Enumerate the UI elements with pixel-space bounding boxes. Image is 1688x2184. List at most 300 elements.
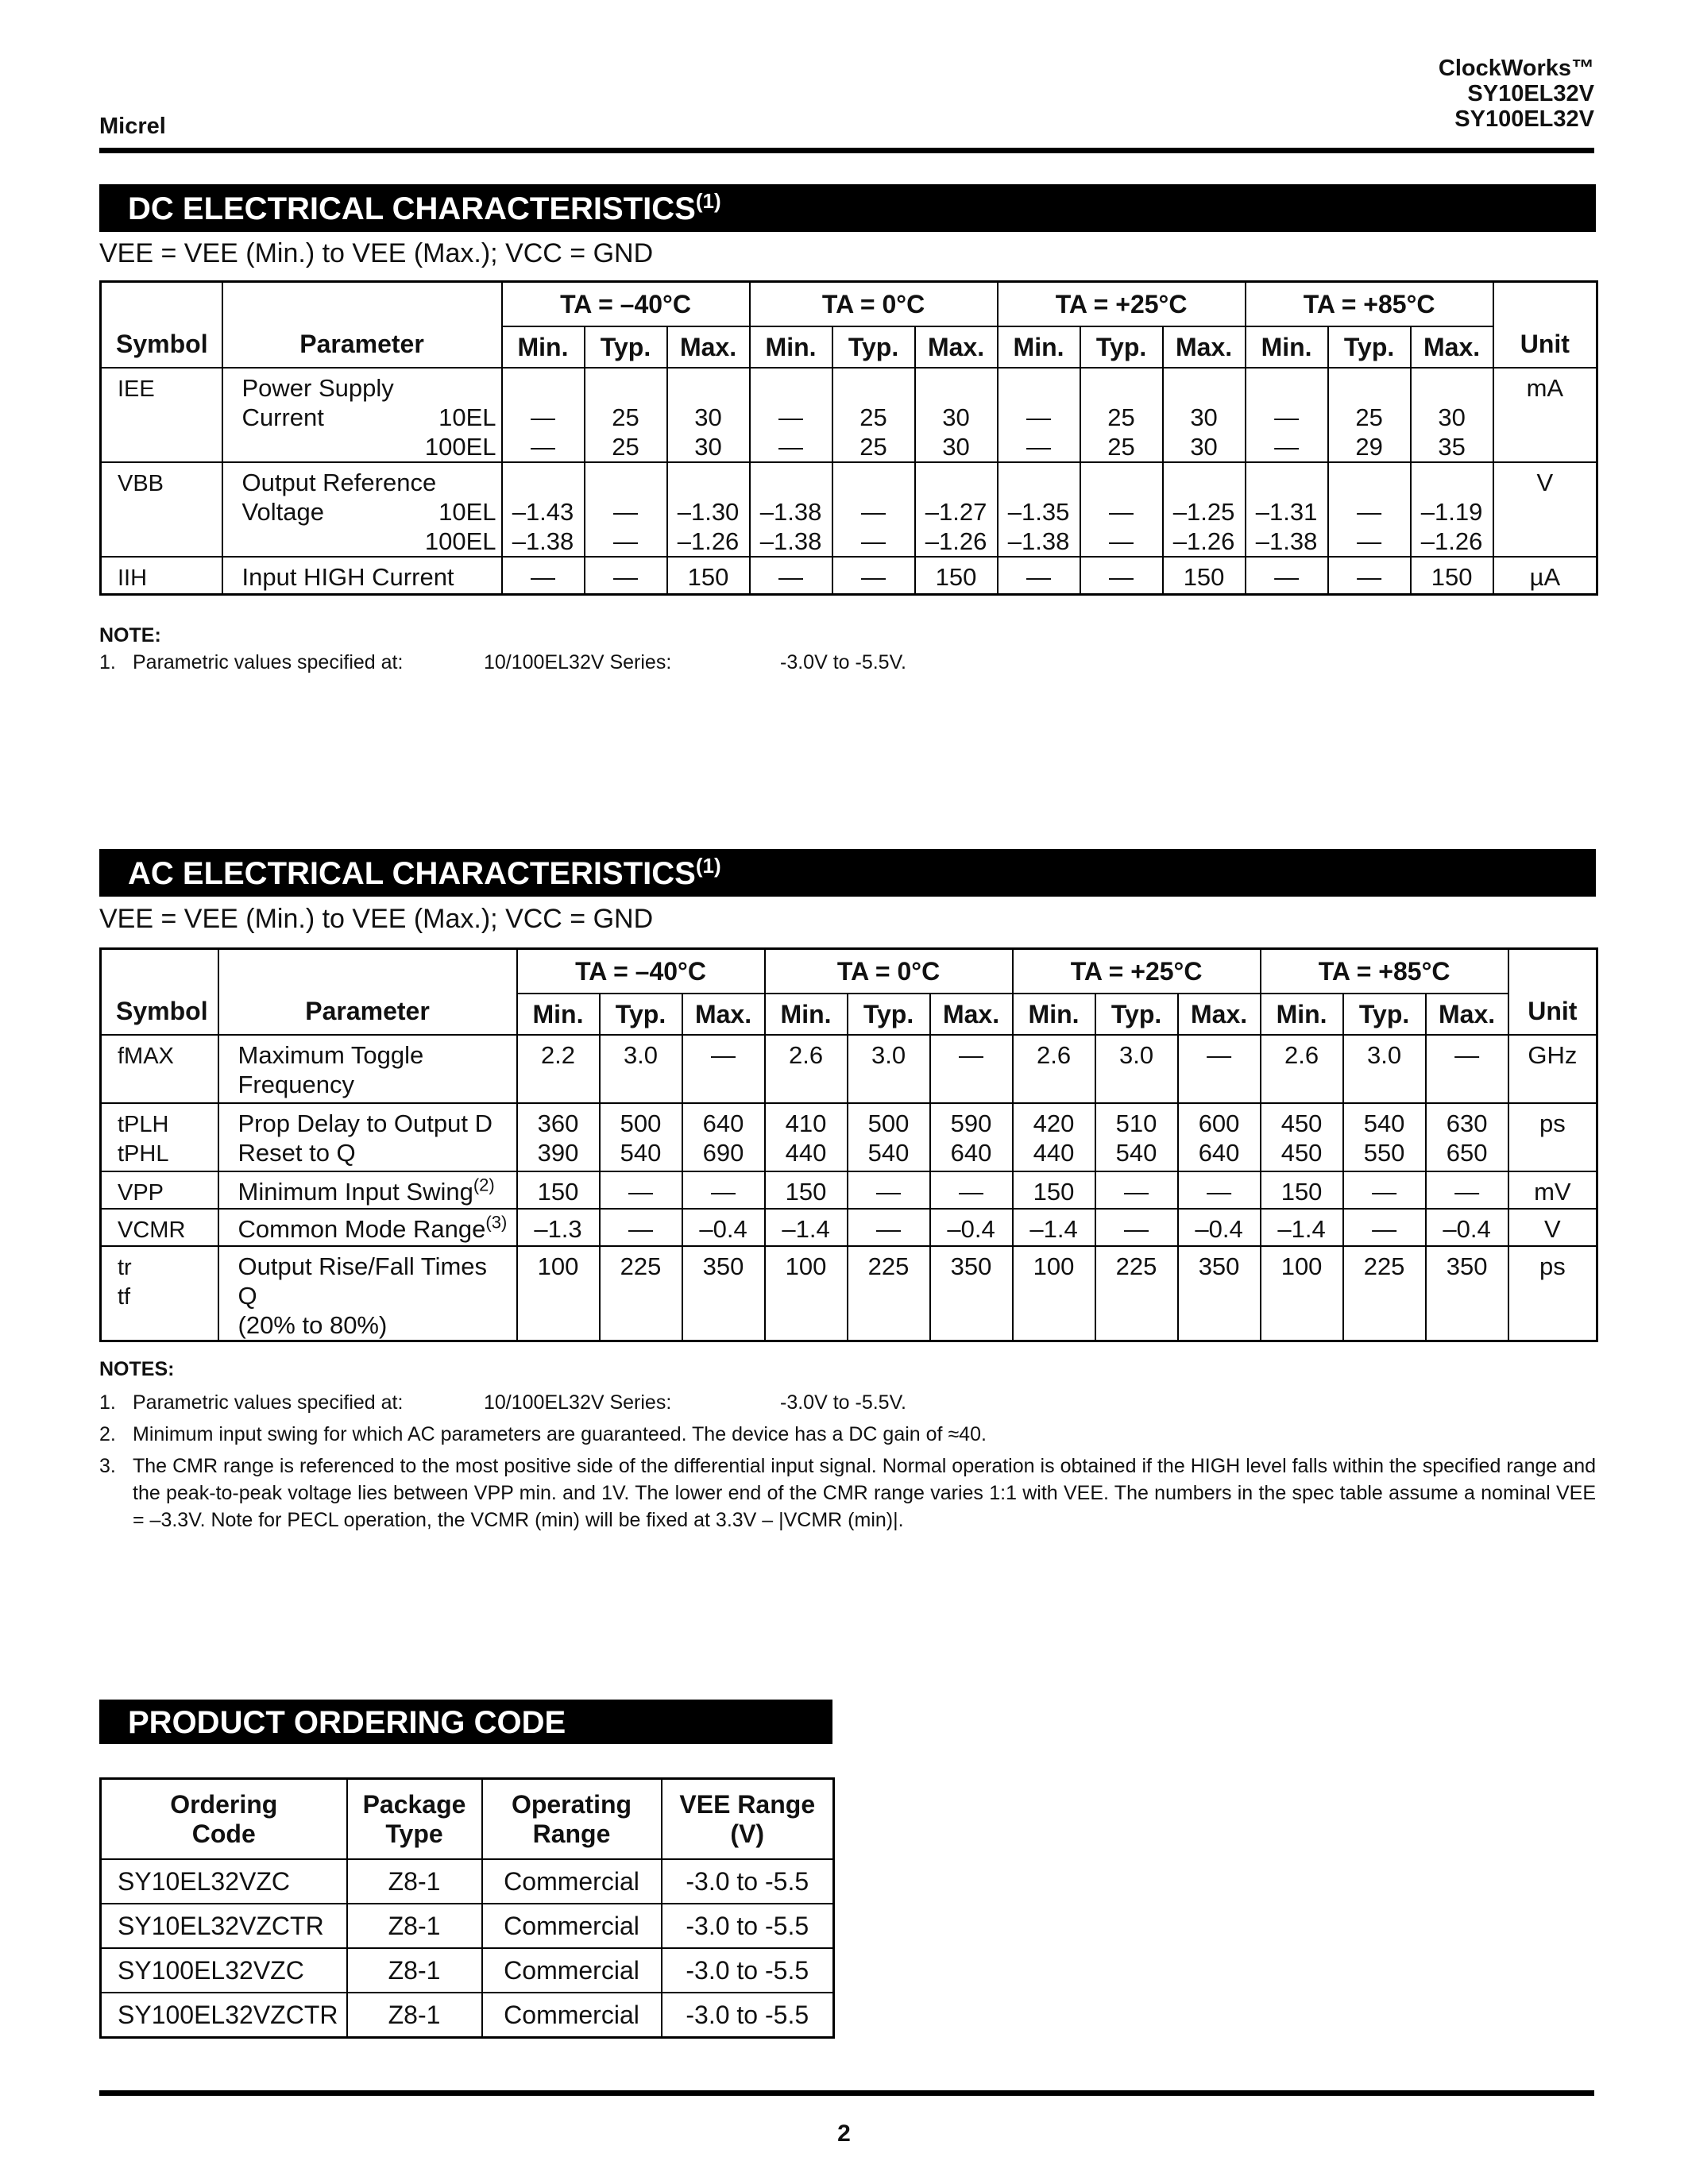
value: 150	[935, 563, 977, 591]
value: —	[1357, 563, 1382, 591]
value-cell	[1080, 462, 1163, 557]
dc-temp-group: TA = 0°C	[750, 282, 998, 327]
dc-col-parameter: Parameter	[222, 282, 502, 369]
parameter-label: Current	[241, 403, 324, 431]
parameter-cell	[218, 1035, 517, 1103]
parameter-variant: 10EL	[438, 498, 496, 526]
ordering-section-title: PRODUCT ORDERING CODE	[99, 1700, 832, 1744]
value	[503, 468, 584, 497]
symbol: tPLH	[118, 1112, 169, 1137]
value: –0.4	[699, 1215, 747, 1243]
value	[503, 373, 584, 403]
value-cell	[517, 1171, 600, 1209]
parameter-line	[242, 403, 496, 432]
value-cell	[1095, 1246, 1178, 1341]
dc-subhead: Min.	[502, 326, 585, 368]
value-cell	[915, 462, 998, 557]
value: –0.4	[1443, 1215, 1491, 1243]
header-company: Micrel	[99, 114, 166, 139]
value: —	[778, 563, 804, 591]
value: –1.26	[677, 527, 740, 555]
value: 30	[1190, 403, 1218, 431]
dc-conditions: VEE = VEE (Min.) to VEE (Max.); VCC = GND	[99, 238, 654, 268]
value-cell	[1095, 1035, 1178, 1103]
table-row	[101, 1904, 834, 1948]
value: 150	[1033, 1178, 1075, 1206]
dc-section-title	[99, 184, 1596, 232]
value: —	[861, 498, 886, 526]
value-cell	[1343, 1246, 1426, 1341]
value: 420	[1033, 1109, 1075, 1137]
value: —	[778, 433, 804, 461]
value-cell	[585, 368, 667, 462]
value: 540	[1363, 1109, 1405, 1137]
table-row	[101, 557, 1597, 595]
value	[751, 373, 832, 403]
value: 100	[537, 1252, 579, 1280]
value-cell	[1163, 557, 1246, 595]
ac-temp-group: TA = +85°C	[1261, 949, 1508, 994]
value: 35	[1438, 433, 1466, 461]
value-cell	[998, 462, 1080, 557]
value: —	[959, 1178, 984, 1206]
value: 25	[859, 403, 887, 431]
value: 29	[1355, 433, 1383, 461]
ac-section-title	[99, 849, 1596, 897]
unit-cell: GHz	[1508, 1035, 1597, 1103]
value: 540	[867, 1139, 910, 1167]
value-cell	[502, 368, 585, 462]
table-row	[101, 1948, 834, 1993]
value: 440	[785, 1139, 827, 1167]
value-cell	[1343, 1103, 1426, 1171]
value: –1.26	[1172, 527, 1235, 555]
value: —	[1274, 403, 1300, 431]
unit-cell: V	[1493, 462, 1597, 557]
value: –1.38	[1255, 527, 1318, 555]
value: —	[1124, 1178, 1149, 1206]
table-row	[101, 462, 1597, 557]
value: —	[613, 498, 638, 526]
value-cell	[930, 1035, 1013, 1103]
value: —	[711, 1178, 736, 1206]
value-cell	[1328, 557, 1411, 595]
value: —	[1109, 563, 1134, 591]
value	[999, 468, 1080, 497]
ordering-code: SY100EL32VZCTR	[101, 1993, 347, 2038]
value: –1.43	[512, 498, 574, 526]
parameter-line	[238, 1138, 512, 1167]
value: 450	[1280, 1109, 1323, 1137]
value-cell	[915, 557, 998, 595]
value	[1164, 373, 1245, 403]
value-cell	[682, 1246, 765, 1341]
package-type: Z8-1	[347, 1859, 482, 1904]
value: —	[1207, 1041, 1232, 1069]
value: 30	[942, 433, 970, 461]
value: 540	[620, 1139, 662, 1167]
value: 25	[612, 433, 639, 461]
parameter-title: Input HIGH Current	[241, 563, 454, 591]
dc-title-sup: (1)	[695, 189, 721, 213]
parameter-cell	[218, 1246, 517, 1341]
value: 150	[687, 563, 729, 591]
ac-col-unit: Unit	[1508, 949, 1597, 1036]
ac-subhead: Typ.	[848, 994, 930, 1035]
value: 2.2	[540, 1041, 576, 1069]
symbol: tPHL	[118, 1141, 169, 1167]
dc-temp-group: TA = +25°C	[998, 282, 1246, 327]
dc-subhead: Typ.	[832, 326, 915, 368]
value-cell	[1095, 1209, 1178, 1246]
value: 30	[942, 403, 970, 431]
value-cell	[502, 462, 585, 557]
parameter-label	[242, 527, 249, 556]
value: 30	[1190, 433, 1218, 461]
value: 630	[1446, 1109, 1488, 1137]
value-cell	[848, 1035, 930, 1103]
value-cell	[765, 1103, 848, 1171]
dc-characteristics-table	[99, 280, 1598, 596]
value: –1.30	[677, 498, 740, 526]
value: 360	[537, 1109, 579, 1137]
value: —	[861, 563, 886, 591]
value: 25	[1107, 403, 1135, 431]
value: 3.0	[1367, 1041, 1402, 1069]
value: —	[1357, 527, 1382, 555]
ac-note-1: 1. Parametric values specified at: 10/100EL32V Series: -3.0V to -5.5V.	[99, 1391, 906, 1414]
value: 100	[785, 1252, 827, 1280]
value-cell	[682, 1035, 765, 1103]
vee-range: -3.0 to -5.5	[662, 1993, 834, 2038]
value-cell	[848, 1171, 930, 1209]
value-cell	[667, 368, 750, 462]
dc-title-text: DC ELECTRICAL CHARACTERISTICS	[128, 191, 696, 226]
dc-subhead: Min.	[750, 326, 832, 368]
table-row	[101, 1993, 834, 2038]
ac-col-parameter: Parameter	[218, 949, 517, 1036]
value: –1.4	[1277, 1215, 1326, 1243]
value: 30	[694, 433, 722, 461]
value-cell	[1328, 462, 1411, 557]
parameter-variant: 10EL	[438, 403, 496, 431]
value: –1.25	[1172, 498, 1235, 526]
dc-note-1: 1. Parametric values specified at: 10/100EL32V Series: -3.0V to -5.5V.	[99, 651, 906, 673]
value: —	[1372, 1178, 1397, 1206]
value: —	[1454, 1178, 1480, 1206]
parameter-line	[238, 1252, 512, 1310]
value-cell	[1426, 1171, 1508, 1209]
value-cell	[1343, 1209, 1426, 1246]
value-cell	[1178, 1171, 1261, 1209]
value: 640	[702, 1109, 744, 1137]
value-cell	[1246, 557, 1328, 595]
value	[1246, 468, 1327, 497]
parameter-cell	[218, 1171, 517, 1209]
value-cell	[750, 368, 832, 462]
value: –1.4	[1029, 1215, 1078, 1243]
value: 640	[950, 1139, 992, 1167]
value-cell	[998, 557, 1080, 595]
value: 100	[1280, 1252, 1323, 1280]
ac-subhead: Typ.	[600, 994, 682, 1035]
unit-cell: V	[1508, 1209, 1597, 1246]
value-cell	[1343, 1035, 1426, 1103]
ordering-col-vee: VEE Range (V)	[662, 1779, 834, 1860]
value-cell	[517, 1103, 600, 1171]
value-cell	[915, 368, 998, 462]
value-cell	[1080, 368, 1163, 462]
value-cell	[1095, 1171, 1178, 1209]
value: —	[1372, 1215, 1397, 1243]
value: 150	[1280, 1178, 1323, 1206]
value: —	[531, 403, 555, 431]
value: —	[959, 1041, 984, 1069]
value: 690	[702, 1139, 744, 1167]
ac-note-2: 2. Minimum input swing for which AC parameters are guaranteed. The device has a DC gain of ≈40.	[99, 1423, 987, 1445]
ac-temp-group: TA = –40°C	[517, 949, 765, 994]
value: –1.3	[534, 1215, 582, 1243]
value: –1.38	[759, 498, 822, 526]
value-cell	[1426, 1035, 1508, 1103]
ac-subhead: Min.	[1261, 994, 1343, 1035]
value	[999, 373, 1080, 403]
value: —	[876, 1178, 902, 1206]
value-cell	[502, 557, 585, 595]
value: 2.6	[1284, 1041, 1319, 1069]
value: –1.26	[1420, 527, 1483, 555]
value: –0.4	[947, 1215, 995, 1243]
value-cell	[1013, 1103, 1095, 1171]
symbol-cell	[101, 1035, 218, 1103]
ac-subhead: Typ.	[1343, 994, 1426, 1035]
ordering-code: SY10EL32VZC	[101, 1859, 347, 1904]
value: 450	[1280, 1139, 1323, 1167]
value: 150	[537, 1178, 579, 1206]
value: 225	[1363, 1252, 1405, 1280]
value: —	[711, 1041, 736, 1069]
symbol-cell	[101, 1171, 218, 1209]
dc-subhead: Typ.	[1080, 326, 1163, 368]
value-cell	[600, 1246, 682, 1341]
value-cell	[1426, 1209, 1508, 1246]
vee-range: -3.0 to -5.5	[662, 1859, 834, 1904]
value-cell	[848, 1103, 930, 1171]
dc-subhead: Max.	[1163, 326, 1246, 368]
value-cell	[930, 1171, 1013, 1209]
value-cell	[848, 1246, 930, 1341]
value: —	[531, 563, 555, 591]
value	[833, 373, 914, 403]
value-cell	[1411, 368, 1493, 462]
value-cell	[832, 557, 915, 595]
value-cell	[1080, 557, 1163, 595]
value-cell	[585, 462, 667, 557]
unit-cell: ps	[1508, 1103, 1597, 1171]
value-cell	[1246, 368, 1328, 462]
ac-characteristics-table	[99, 947, 1598, 1342]
parameter-note-ref: (2)	[473, 1175, 495, 1195]
parameter-cell	[218, 1209, 517, 1246]
value: —	[876, 1215, 902, 1243]
value: 25	[1107, 433, 1135, 461]
parameter-line	[238, 1214, 512, 1244]
parameter-text: Frequency	[238, 1071, 354, 1098]
value-cell	[682, 1171, 765, 1209]
value: —	[1026, 563, 1052, 591]
parameter-variant: 100EL	[424, 433, 496, 461]
symbol-cell: IEE	[101, 368, 222, 462]
unit-cell: µA	[1493, 557, 1597, 595]
value: 30	[1438, 403, 1466, 431]
value: 3.0	[623, 1041, 659, 1069]
value	[668, 468, 749, 497]
page-number: 2	[837, 2120, 851, 2147]
symbol: VCMR	[118, 1217, 186, 1243]
vee-range: -3.0 to -5.5	[662, 1948, 834, 1993]
value: –1.35	[1007, 498, 1070, 526]
symbol-cell	[101, 1246, 218, 1341]
ac-conditions: VEE = VEE (Min.) to VEE (Max.); VCC = GND	[99, 904, 654, 934]
parameter-line	[242, 527, 496, 556]
value	[1329, 468, 1410, 497]
value-cell	[1178, 1209, 1261, 1246]
ac-temp-group: TA = +25°C	[1013, 949, 1261, 994]
value: —	[1357, 498, 1382, 526]
value	[916, 373, 997, 403]
symbol-cell: IIH	[101, 557, 222, 595]
value: —	[613, 527, 638, 555]
ac-temp-group: TA = 0°C	[765, 949, 1013, 994]
value-cell	[1261, 1171, 1343, 1209]
value	[1081, 373, 1162, 403]
value-cell	[600, 1171, 682, 1209]
value	[751, 468, 832, 497]
table-row	[101, 1246, 1597, 1341]
value-cell	[1095, 1103, 1178, 1171]
parameter-title: Power Supply	[241, 374, 394, 402]
ordering-table	[99, 1777, 835, 2039]
value: —	[1124, 1215, 1149, 1243]
header-brand: ClockWorks™	[1438, 56, 1594, 81]
value	[585, 373, 666, 403]
dc-subhead: Min.	[998, 326, 1080, 368]
value: –1.4	[782, 1215, 830, 1243]
value-cell	[1013, 1209, 1095, 1246]
value: 550	[1363, 1139, 1405, 1167]
value	[833, 468, 914, 497]
operating-range: Commercial	[482, 1859, 662, 1904]
parameter-line	[238, 1109, 512, 1138]
dc-temp-group: TA = –40°C	[502, 282, 750, 327]
ac-note-3: 3. The CMR range is referenced to the most positive side of the differential input signal. Normal operation is obtained if the HIGH level falls within the specified range and the peak-to-peak voltage lies between VPP min. and 1V. The lower end of the CMR range varies 1:1 with VEE. The numbers in the spec table assume a nominal VEE = –3.3V. Note for PECL operation, the VCMR (min) will be fixed at 3.3V – |VCMR (min)|.	[99, 1455, 1596, 1531]
symbol-cell: VBB	[101, 462, 222, 557]
parameter-cell	[218, 1103, 517, 1171]
parameter-line	[242, 432, 496, 461]
dc-subhead: Typ.	[1328, 326, 1411, 368]
value: 600	[1198, 1109, 1240, 1137]
value-cell	[517, 1246, 600, 1341]
package-type: Z8-1	[347, 1948, 482, 1993]
table-row	[101, 1103, 1597, 1171]
ordering-col-range: Operating Range	[482, 1779, 662, 1860]
ac-subhead: Min.	[765, 994, 848, 1035]
value: —	[1274, 433, 1300, 461]
value-cell	[1013, 1035, 1095, 1103]
value: 440	[1033, 1139, 1075, 1167]
value-cell	[1178, 1103, 1261, 1171]
value	[585, 468, 666, 497]
value: —	[1109, 527, 1134, 555]
ac-notes	[99, 1356, 1596, 1534]
value	[1412, 373, 1493, 403]
value	[1246, 373, 1327, 403]
value: —	[778, 403, 804, 431]
value: –1.27	[925, 498, 987, 526]
value: 390	[537, 1139, 579, 1167]
value: —	[613, 563, 638, 591]
ac-col-symbol: Symbol	[101, 949, 218, 1036]
parameter-label	[242, 432, 249, 461]
value-cell	[585, 557, 667, 595]
value-cell	[930, 1246, 1013, 1341]
value: –1.38	[1007, 527, 1070, 555]
operating-range: Commercial	[482, 1904, 662, 1948]
header-product-lines	[1439, 56, 1594, 132]
ac-subhead: Max.	[1178, 994, 1261, 1035]
parameter-variant: 100EL	[424, 527, 496, 555]
value-cell	[1261, 1103, 1343, 1171]
value-cell	[1426, 1246, 1508, 1341]
value-cell	[765, 1246, 848, 1341]
unit-cell: ps	[1508, 1246, 1597, 1341]
value-cell	[1163, 368, 1246, 462]
value: 100	[1033, 1252, 1075, 1280]
dc-notes	[99, 622, 1596, 676]
value-cell	[600, 1209, 682, 1246]
ordering-code: SY10EL32VZCTR	[101, 1904, 347, 1948]
value-cell	[1178, 1246, 1261, 1341]
table-row	[101, 1171, 1597, 1209]
parameter-text: Minimum Input Swing	[238, 1178, 473, 1206]
value-cell	[832, 368, 915, 462]
dc-col-symbol: Symbol	[101, 282, 222, 369]
header-part-10: SY10EL32V	[1467, 81, 1594, 106]
dc-subhead: Max.	[915, 326, 998, 368]
symbol: fMAX	[118, 1044, 174, 1069]
ordering-code: SY100EL32VZC	[101, 1948, 347, 1993]
value: —	[628, 1215, 653, 1243]
value	[668, 373, 749, 403]
value-cell	[1261, 1035, 1343, 1103]
value: 650	[1446, 1139, 1488, 1167]
value-cell	[1013, 1171, 1095, 1209]
operating-range: Commercial	[482, 1993, 662, 2038]
value	[1164, 468, 1245, 497]
ac-notes-heading: NOTES:	[99, 1358, 175, 1380]
value-cell	[1411, 557, 1493, 595]
value-cell	[682, 1103, 765, 1171]
ordering-col-package: Package Type	[347, 1779, 482, 1860]
value: 225	[620, 1252, 662, 1280]
value-cell	[930, 1209, 1013, 1246]
value: –0.4	[1195, 1215, 1243, 1243]
value-cell	[765, 1209, 848, 1246]
value: 25	[859, 433, 887, 461]
ac-subhead: Typ.	[1095, 994, 1178, 1035]
unit-cell: mV	[1508, 1171, 1597, 1209]
value: 500	[620, 1109, 662, 1137]
